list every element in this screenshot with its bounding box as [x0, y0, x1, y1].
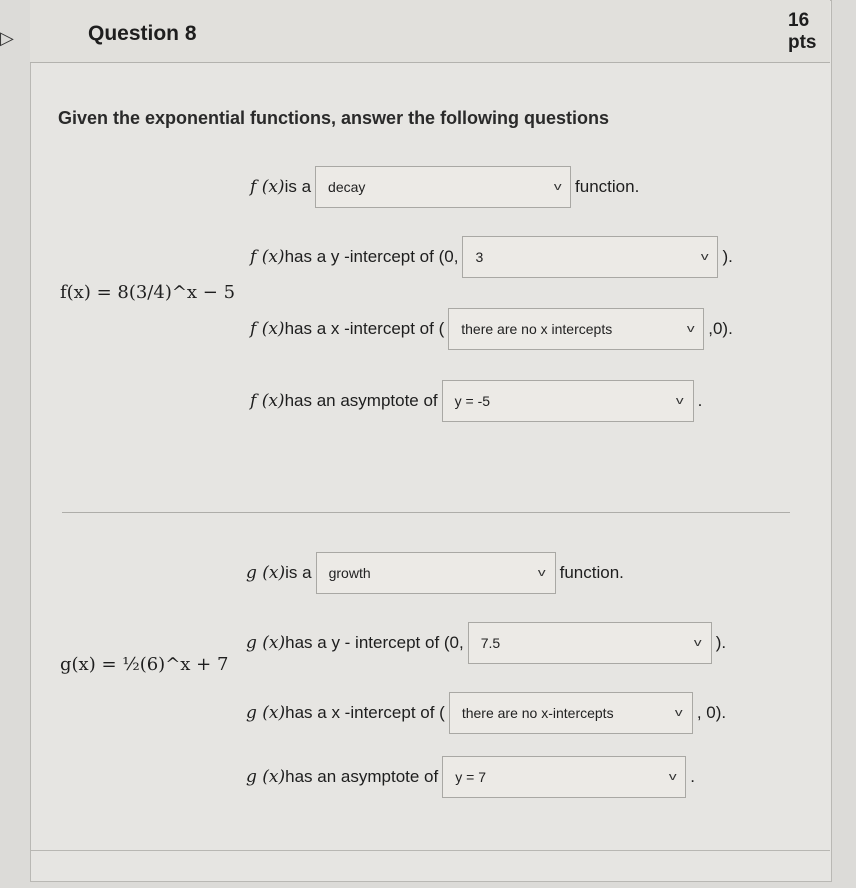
- instructions-text: Given the exponential functions, answer the following questions: [58, 108, 610, 128]
- f-type-row: f (x) is a decay v function.: [250, 166, 639, 208]
- chevron-down-icon: v: [668, 771, 677, 783]
- collapse-toggle-icon[interactable]: ▷: [0, 28, 14, 48]
- f-asym-prefix: has an asymptote of: [284, 391, 438, 410]
- card-bottom-border: [30, 850, 830, 851]
- chevron-down-icon: v: [700, 251, 709, 263]
- f-asym-dropdown[interactable]: [442, 380, 694, 422]
- chevron-down-icon: v: [676, 395, 684, 407]
- g-asym-value: y = 7: [455, 769, 486, 785]
- f-yint-suffix: ).: [722, 247, 733, 266]
- g-asym-suffix: .: [690, 767, 695, 786]
- g-yint-prefix: has a y - intercept of (0,: [285, 633, 464, 652]
- chevron-down-icon: v: [553, 181, 562, 193]
- g-xint-value: there are no x-intercepts: [461, 705, 614, 721]
- chevron-down-icon: v: [694, 637, 702, 649]
- g-type-dropdown[interactable]: [316, 552, 556, 594]
- f-asym-row: f (x) has an asymptote of y = -5 v .: [250, 380, 702, 422]
- f-xint-row: f (x) has a x -intercept of ( there are no x intercepts v ,0).: [250, 308, 733, 350]
- chevron-down-icon: v: [538, 567, 546, 579]
- f-type-dropdown[interactable]: [315, 166, 571, 208]
- g-asym-dropdown[interactable]: [442, 756, 686, 798]
- f-yint-prefix: has a y -intercept of (0,: [284, 247, 459, 266]
- g-yint-dropdown[interactable]: [468, 622, 712, 664]
- g-definition: g(x) = ½(6)^x + 7: [60, 654, 229, 675]
- g-xint-row: g (x) has a x -intercept of ( there are no x-intercepts v , 0).: [246, 692, 726, 734]
- question-header: [30, 0, 830, 63]
- g-xint-suffix: , 0).: [696, 703, 727, 722]
- f-asym-value: y = -5: [454, 393, 491, 409]
- g-yint-row: g (x) has a y - intercept of (0, 7.5 v ).: [246, 622, 726, 664]
- section-divider: [62, 512, 790, 513]
- f-xint-suffix: ,0).: [708, 319, 733, 338]
- f-xint-prefix: has a x -intercept of (: [284, 319, 445, 338]
- f-type-value: decay: [328, 179, 366, 195]
- chevron-down-icon: v: [675, 707, 683, 719]
- f-asym-suffix: .: [697, 391, 703, 410]
- f-yint-dropdown[interactable]: [462, 236, 718, 278]
- question-points: 16 pts: [788, 10, 817, 53]
- f-xint-value: there are no x intercepts: [461, 321, 613, 337]
- question-card: [30, 0, 832, 882]
- g-asym-row: g (x) has an asymptote of y = 7 v .: [246, 756, 695, 798]
- g-asym-prefix: has an asymptote of: [285, 767, 439, 786]
- g-yint-suffix: ).: [715, 633, 727, 652]
- g-yint-value: 7.5: [480, 635, 501, 651]
- f-yint-row: f (x) has a y -intercept of (0, 3 v ).: [250, 236, 733, 278]
- f-definition: f(x) = 8(3/4)^x − 5: [60, 282, 236, 303]
- g-type-row: g (x) is a growth v function.: [246, 552, 624, 594]
- f-type-prefix: is a: [284, 177, 312, 196]
- question-title: Question 8: [88, 22, 197, 45]
- g-type-prefix: is a: [285, 563, 312, 582]
- chevron-down-icon: v: [686, 323, 695, 335]
- f-xint-dropdown[interactable]: [448, 308, 704, 350]
- g-xint-dropdown[interactable]: [449, 692, 693, 734]
- g-type-value: growth: [328, 565, 371, 581]
- g-xint-prefix: has a x -intercept of (: [285, 703, 445, 722]
- f-yint-value: 3: [475, 249, 484, 265]
- g-type-suffix: function.: [559, 563, 624, 582]
- f-type-suffix: function.: [575, 177, 640, 196]
